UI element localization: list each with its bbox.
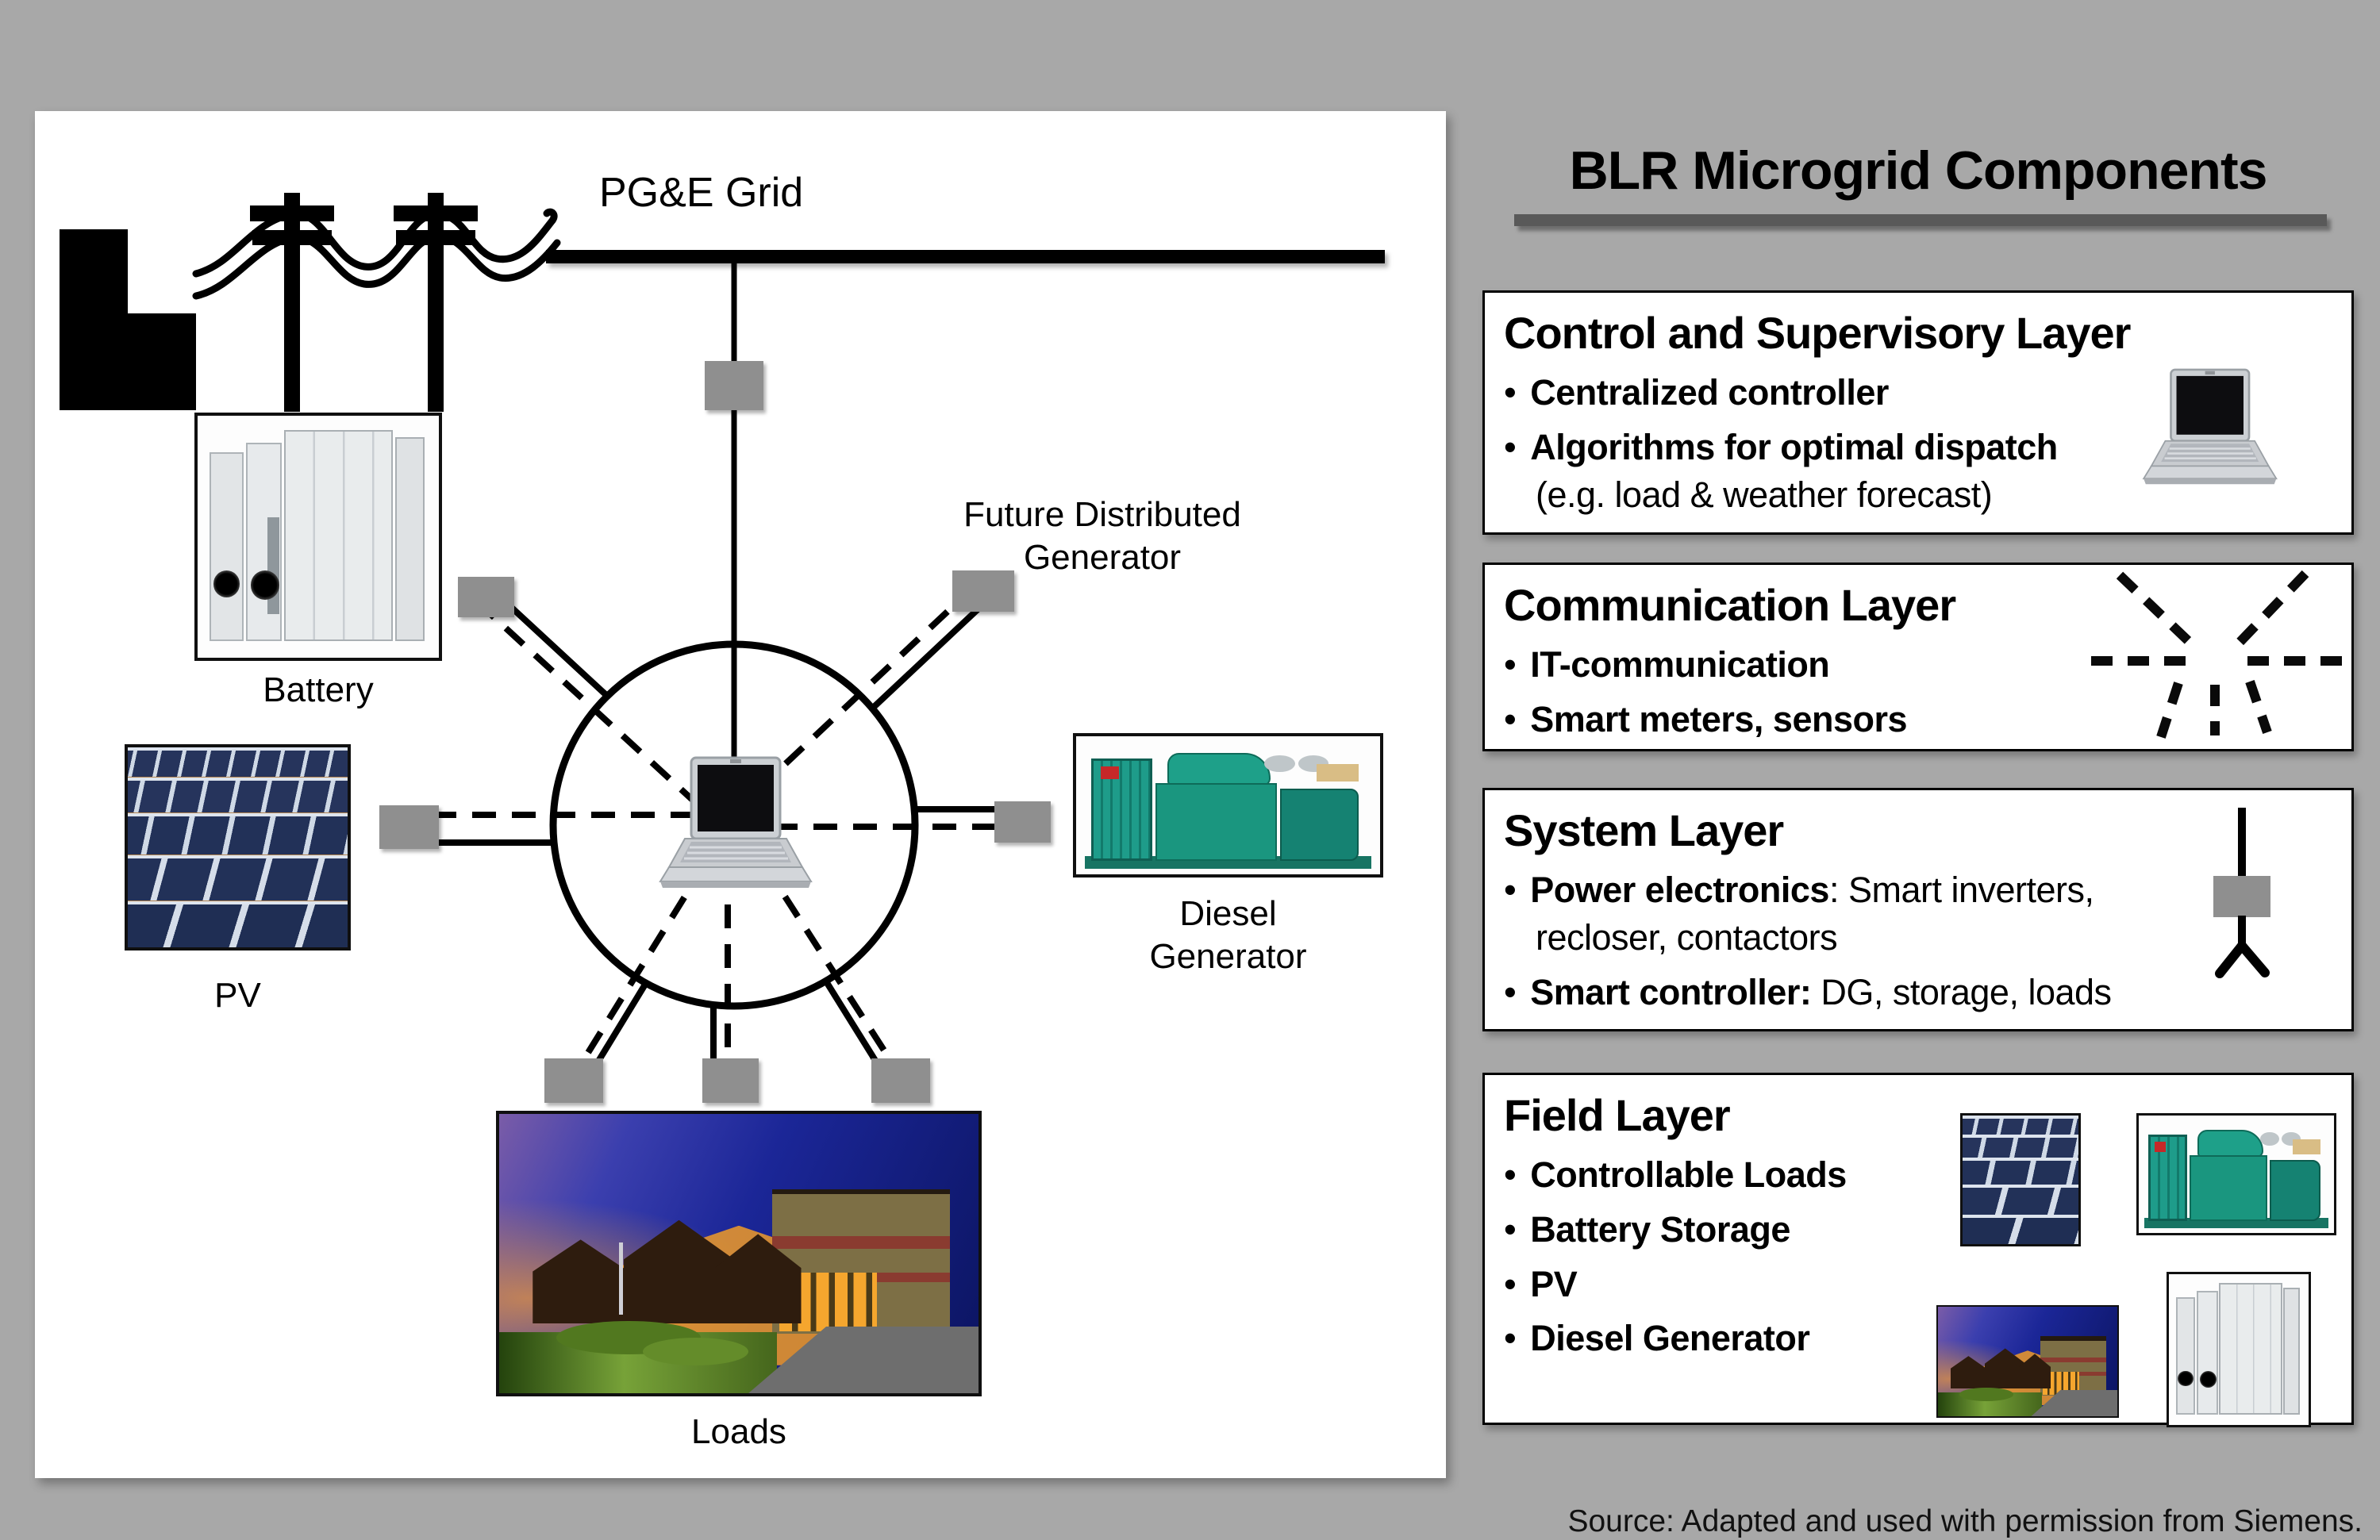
loads-building-image [499,1114,979,1393]
diesel-generator-photo [1073,733,1383,878]
panel-field-title: Field Layer [1504,1090,1730,1140]
control-bullet-2: • Algorithms for optimal dispatch [1504,426,2058,467]
system-bullet-2: • Smart controller: DG, storage, loads [1504,971,2112,1012]
field-bullet-4: • Diesel Generator [1504,1318,1810,1359]
battery-thumbnail [2167,1272,2311,1427]
panel-field-layer [1482,1073,2354,1425]
connector-box-load-1 [544,1058,603,1103]
grid-bus-bar [546,250,1385,263]
connector-box-diesel [994,801,1051,843]
diesel-generator-image [1076,736,1380,874]
connector-box-load-2 [702,1058,759,1103]
panel-communication-layer [1482,563,2354,751]
title-underline [1514,214,2327,226]
communication-bullet-2: • Smart meters, sensors [1504,698,1908,739]
diesel-label: Diesel Generator [1149,894,1307,976]
connector-box-battery [458,577,514,617]
control-bullet-1: • Centralized controller [1504,372,1889,413]
pv-photo [125,744,351,950]
laptop-icon [660,758,811,888]
field-bullet-3: • PV [1504,1263,1578,1304]
system-bullet-1: • Power electronics: Smart inverters, [1504,870,2094,910]
loads-label: Loads [691,1412,786,1451]
connector-box-pv [379,805,439,849]
panel-system-title: System Layer [1504,805,1784,855]
pv-array-image [128,747,348,947]
panel-control-title: Control and Supervisory Layer [1504,308,2131,358]
diesel-generator-thumbnail [2136,1113,2336,1235]
battery-photo [194,413,442,661]
loads-photo [496,1111,982,1396]
communication-bullet-1: • IT-communication [1504,644,1830,685]
source-attribution: Source: Adapted and used with permission from Siemens. [1567,1504,2363,1538]
panel-system-layer [1482,788,2354,1031]
laptop-icon [2139,367,2278,488]
pv-thumbnail [1960,1113,2081,1246]
page-title: BLR Microgrid Components [1569,140,2267,201]
pv-label: PV [214,976,261,1015]
feeder-switch-icon [2197,805,2292,981]
microgrid-diagram-panel [35,111,1446,1478]
panel-communication-title: Communication Layer [1504,580,1956,630]
control-bullet-2-note: (e.g. load & weather forecast) [1536,474,1993,515]
grid-label: PG&E Grid [599,170,804,216]
battery-storage-image [198,416,439,658]
connector-box-grid [705,361,763,410]
battery-label: Battery [263,670,374,709]
connector-box-load-3 [871,1058,930,1103]
field-bullet-2: • Battery Storage [1504,1208,1790,1250]
radial-dashed-lines-icon [2086,570,2347,749]
transmission-wires-icon [196,212,557,296]
system-bullet-1-cont: recloser, contactors [1536,916,1838,958]
panel-control-layer [1482,290,2354,535]
loads-building-thumbnail [1936,1305,2119,1418]
field-bullet-1: • Controllable Loads [1504,1154,1847,1195]
future-dg-label: Future Distributed Generator [963,495,1241,577]
